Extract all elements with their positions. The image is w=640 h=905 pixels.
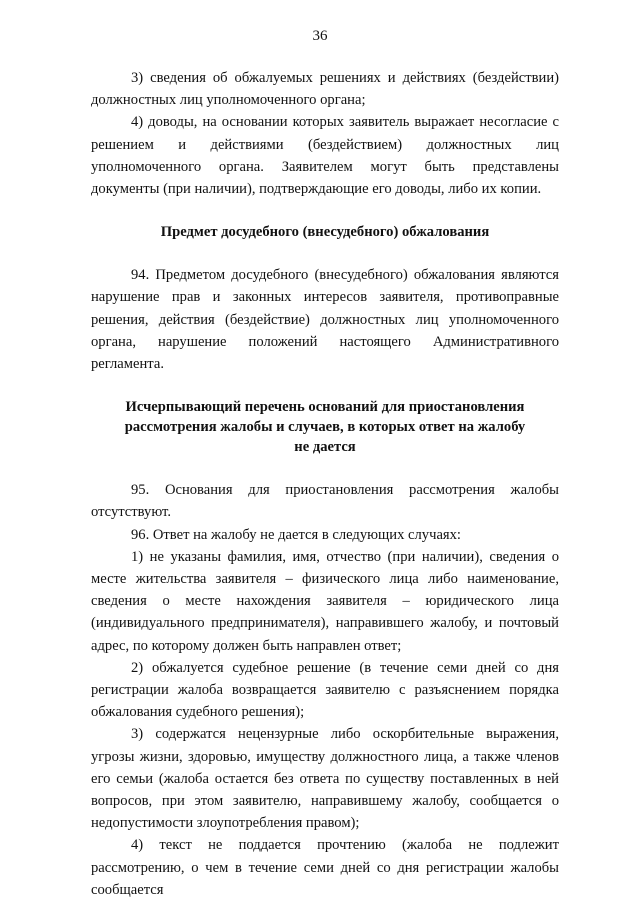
paragraph-96-item-2: 2) обжалуется судебное решение (в течение семи дней со дня регистрации жалоба возвращается заявителю с разъяснением порядка обжалования судебного решения); bbox=[91, 659, 559, 721]
section-heading-grounds-line-1: Исчерпывающий перечень оснований для приостановления bbox=[125, 399, 525, 416]
paragraph-96-item-1: 1) не указаны фамилия, имя, отчество (при наличии), сведения о месте жительства заявителя – физического лица либо наименование, сведения о месте нахождения заявителя – юридического лица (индивидуального предпринимателя), направившего жалобу, и почтовый адрес, по которому должен быть направлен ответ; bbox=[91, 548, 559, 654]
document-body bbox=[91, 67, 559, 901]
section-heading-subject: Предмет досудебного (внесудебного) обжалования bbox=[160, 224, 490, 241]
section-heading-grounds-line-3: не дается bbox=[294, 439, 356, 456]
page-number: 36 bbox=[312, 28, 328, 44]
paragraph-96-item-4: 4) текст не поддается прочтению (жалоба не подлежит рассмотрению, о чем в течение семи дней со дня регистрации жалобы сообщается bbox=[91, 837, 559, 898]
paragraph-96-item-3: 3) содержатся нецензурные либо оскорбительные выражения, угрозы жизни, здоровью, имуществу должностного лица, а также членов его семьи (жалоба остается без ответа по существу поставленных в ней вопросов, при этом заявителю, направившему жалобу, сообщается о недопустимости злоупотребления правом); bbox=[91, 726, 559, 832]
paragraph-item-4: 4) доводы, на основании которых заявитель выражает несогласие с решением и действиями (бездействием) должностных лиц уполномоченного органа. Заявителем могут быть представлены документы (при наличии), подтверждающие его доводы, либо их копии. bbox=[91, 114, 559, 198]
paragraph-96: 96. Ответ на жалобу не дается в следующих случаях: bbox=[131, 526, 461, 543]
section-heading-grounds-line-2: рассмотрения жалобы и случаев, в которых ответ на жалобу bbox=[124, 419, 526, 436]
paragraph-94: 94. Предметом досудебного (внесудебного) обжалования являются нарушение прав и законных интересов заявителя, противоправные решения, действия (бездействие) должностных лиц уполномоченного органа, нарушение положений настоящего Административного регламента. bbox=[91, 267, 559, 373]
paragraph-item-3: 3) сведения об обжалуемых решениях и действиях (бездействии) должностных лиц уполномоченного органа; bbox=[91, 70, 559, 109]
paragraph-95: 95. Основания для приостановления рассмотрения жалобы отсутствуют. bbox=[91, 482, 559, 521]
section-heading-grounds bbox=[91, 397, 559, 457]
